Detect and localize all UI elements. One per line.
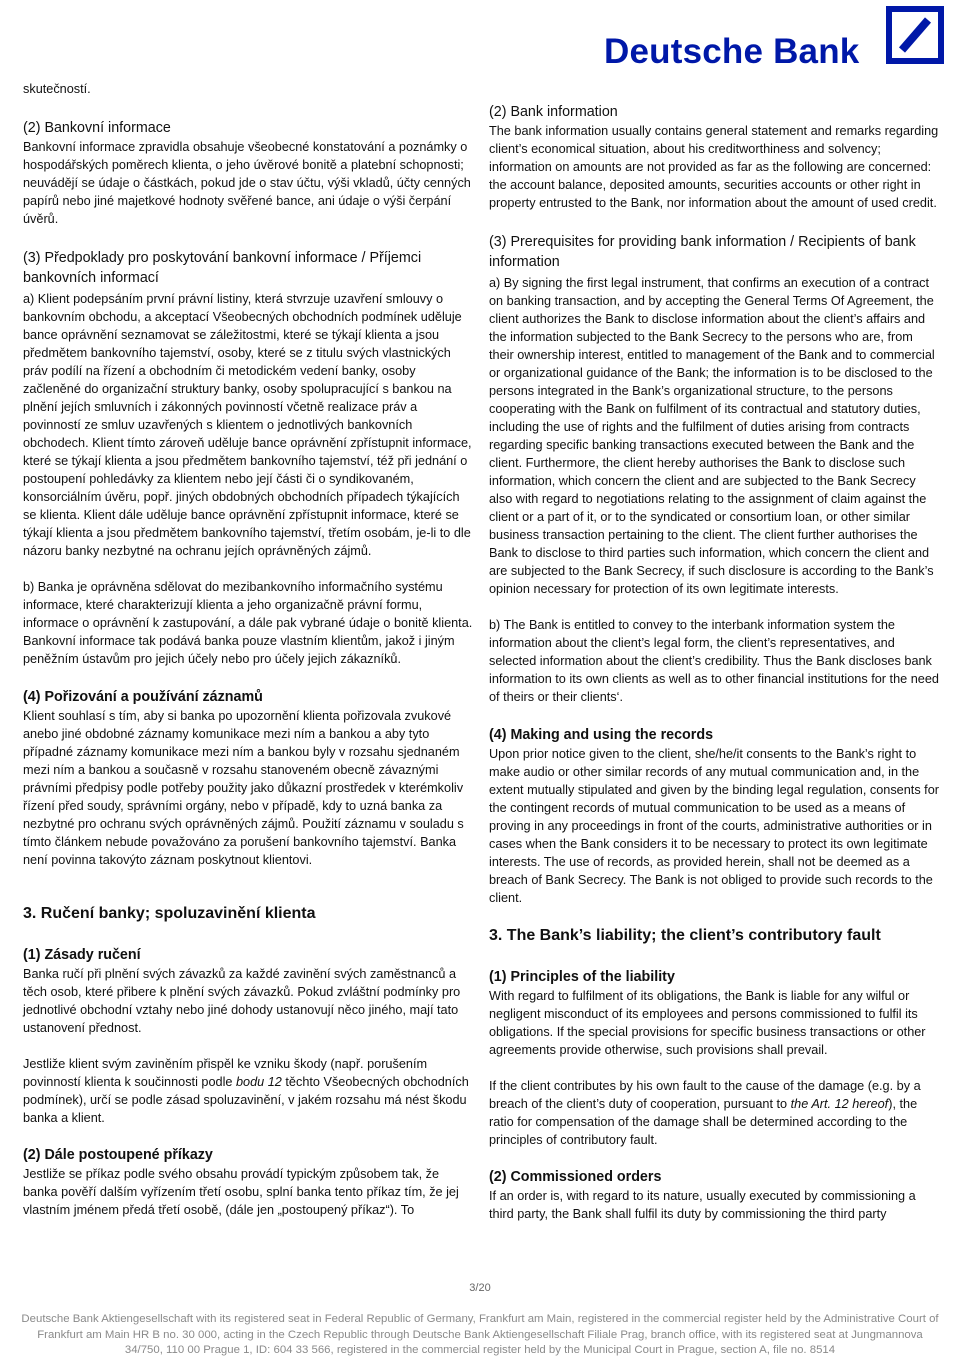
intro-text: skutečností. (23, 82, 91, 96)
commissioned-orders-heading-en: (2) Commissioned orders (489, 1169, 662, 1185)
prerequisites-a-cz: a) Klient podepsáním první právní listiny, která stvrzuje uzavření smlouvy o bankovním obchodu, a akceptací Všeobecných obchodních podmínek uděluje bance oprávnění seznamovat se záležitostmi, které se týkají klienta a jsou předmětem bankovního tajemství, osoby, které se z titulu svých vlastnických práv podílí na řízení a obchodním či metodickém vedení banky, osoby začleněné do organizační struktury banky, osoby spolupracující s bankou na plnění jejích smluvních i zákonných povinností včetně realizace práv a povinností ze smluv uzavřených s klientem o jednotlivých bankovních obchodech. Klient tímto zároveň uděluje bance oprávnění zpřístupnit informace, které se týkají klienta a jsou předmětem bankovního tajemství, též při jednání o postoupení pohledávky za klientem nebo její části či o syndikovaném, konsorciálním úvěru, popř. jiných obdobných obchodních případech týkajících se klienta. Klient dále uděluje bance oprávnění zpřístupnit informace, které se týkají klienta a jsou předmětem bankovního tajemství, třetím osobám, je-li to dle názoru banky nezbytné na ochranu jejích oprávněných zájmů. (23, 292, 472, 558)
liability-heading-cz: 3. Ručení banky; spoluzavinění klienta (23, 905, 316, 922)
czech-column (23, 80, 473, 1219)
bank-info-body-en: The bank information usually contains general statement and remarks regarding client’s economical situation, about his creditworthiness and solvency; information on amounts are not provided as far as the following are concerned: the account balance, deposited amounts, securities accounts or other right in property entrusted to the Bank, nor information about the amount of used credit. (489, 124, 939, 210)
records-body-cz: Klient souhlasí s tím, aby si banka po upozornění klienta pořizovala zvukové anebo jiné obdobné záznamy komunikace mezi ním a bankou a aby tyto případné záznamy komunikace mezi ním a bankou byly v rozsahu sjednaném mezi ním a bankou a současně v rozsahu stanoveném obecně závaznými právními předpisy podle potřeby použity jako důkazní prostředek v kterémkoliv řízení před soudy, správními orgány, nebo v případě, kdy to uzná banka za nezbytné pro ochranu svých oprávněných zájmů. Použití záznamu v souladu s tímto článkem nebude považováno za porušení bankovního tajemství. Banka není povinna takovýto záznam poskytnout klientovi. (23, 709, 464, 867)
logo-wordmark: Deutsche Bank (604, 32, 860, 71)
page-number: 3/20 (469, 1282, 491, 1294)
prerequisites-a-en: a) By signing the first legal instrument, that confirms an execution of a contract on banking transaction, and by accepting the General Terms Of Agreement, the client authorizes the Bank to disclose information about the client’s affairs and the information subjected to the Bank Secrecy to the persons who are, from their ownership interest, entitled to management of the Bank and to commercial or organizational guidance of the Bank; the information is to be disclosed to the persons integrated in the Bank’s organizational structure, to the persons cooperating with the Bank on fulfilment of its contractual and statutory duties, including the use of rights and the fulfilment of duties arising from contracts regarding specific banking transactions executed between the Bank and the client. Furthermore, the client hereby authorises the Bank to disclose such information, which concern the client and are subjected to the Bank Secrecy also with regard to negotiations relating to the assignment of claim against the client or a part of it, or to the syndicated or consortium loan, or other similar business transaction pertaining to the client. The client further authorises the Bank to disclose to third parties such information, which concern the client and are subjected to the Bank Secrecy, if such disclosure is according to the Bank’s opinion necessary for protection of its own legitimate interests. (489, 276, 935, 596)
liability-principles-body-en: With regard to fulfilment of its obligations, the Bank is liable for any wilful or negligent misconduct of its employees and persons commissioned to fulfil its obligations. If the special provisions for specific business transactions or other agreements provide otherwise, such provisions shall prevail. (489, 989, 926, 1057)
legal-footer: Deutsche Bank Aktiengesellschaft with its registered seat in Federal Republic of Germany, Frankfurt am Main, registered in the commercial register held by the Administrative Court of Frankfurt am Main HR B no. 30 000, acting in the Czech Republic through Deutsche Bank Aktiengesellschaft Filiale Prag, branch office, with its registered seat at Jungmannova 34/750, 110 00 Prague 1, ID: 604 33 566, registered in the commercial register held by the Municipal Court in Prague, section A, file no. 8514 (21, 1313, 939, 1356)
contributory-fault-body-en: If the client contributes by his own fault to the cause of the damage (e.g. by a breach of the client’s duty of cooperation, pursuant to the Art. 12 hereof), the ratio for compensation of the damage shall be determined according to the principles of contributory fault. (489, 1079, 921, 1147)
liability-principles-heading-en: (1) Principles of the liability (489, 969, 675, 985)
records-heading-en: (4) Making and using the records (489, 727, 714, 743)
prerequisites-heading-en: (3) Prerequisites for providing bank information / Recipients of bank information (489, 234, 916, 270)
logo-slash-icon (886, 6, 944, 64)
bank-info-heading-cz: (2) Bankovní informace (23, 120, 171, 136)
prerequisites-heading-cz: (3) Předpoklady pro poskytování bankovní informace / Příjemci bankovních informací (23, 250, 422, 286)
bank-info-body-cz: Bankovní informace zpravidla obsahuje všeobecné konstatování a poznámky o hospodářských poměrech klienta, o jeho úvěrové bonitě a platební schopnosti; neuvádějí se údaje o částkách, pokud jde o stav účtu, výši vkladů, účty cenných papírů nebo jiné majetkové hodnoty svěřené bance, ani údaje o výši čerpání úvěrů. (23, 140, 471, 226)
contributory-fault-body-cz: Jestliže klient svým zaviněním přispěl ke vzniku škody (např. porušením povinností klienta k součinnosti podle bodu 12 těchto Všeobecných obchodních podmínek), určí se podle zásad spoluzavinění, v jakém rozsahu má nést škodu banka a klient. (23, 1057, 469, 1125)
prerequisites-b-en: b) The Bank is entitled to convey to the interbank information system the information about the client’s legal form, the client’s representatives, and selected information about the client’s credibility. Thus the Bank discloses bank information to its own clients as well as to other financial institutions for the need of theirs or their clients‘. (489, 618, 939, 704)
commissioned-orders-heading-cz: (2) Dále postoupené příkazy (23, 1147, 213, 1163)
liability-principles-body-cz: Banka ručí při plnění svých závazků za každé zavinění svých zaměstnanců a těch osob, které přibere k plnění svých závazků. Pokud zvláštní podmínky pro jednotlivé obchodní vztahy nebo jiné dohody ustanovují něco jiného, mají tato ustanovení přednost. (23, 967, 461, 1035)
prerequisites-b-cz: b) Banka je oprávněna sdělovat do mezibankovního informačního systému informace, které charakterizují klienta a jeho organizačně právní formu, informace o oprávnění k zastupování, a dále pak vybrané údaje o bonitě klienta. Bankovní informace tak podává banka pouze vlastním klientům, jakož i jiným peněžním ústavům pro jejich účely nebo pro účely jejich zákazníků. (23, 580, 473, 666)
english-column (489, 102, 939, 1223)
commissioned-orders-body-cz: Jestliže se příkaz podle svého obsahu provádí typickým způsobem tak, že banka pověří dalším vyřízením třetí osobu, splní banka tento příkaz tím, že jej vlastním jménem předá třetí osobě, (dále jen „postoupený příkaz“). To (23, 1167, 459, 1217)
bank-info-heading-en: (2) Bank information (489, 104, 618, 120)
records-body-en: Upon prior notice given to the client, she/he/it consents to the Bank’s right to make audio or other similar records of any mutual communication and, in the extent mutually stipulated and given by the binding legal regulation, consents for the contingent records of mutual communication to be used as a means of proving in any proceedings in front of the courts, administrative authorities or in cases when the Bank considers it to be necessary to protect its own legitimate interests. The use of records, as provided herein, shall not be deemed as a breach of Bank Secrecy. The Bank is not obliged to provide such records to the client. (489, 747, 939, 905)
liability-heading-en: 3. The Bank’s liability; the client’s contributory fault (489, 927, 881, 944)
bank-logo (604, 6, 944, 71)
liability-principles-heading-cz: (1) Zásady ručení (23, 947, 141, 963)
commissioned-orders-body-en: If an order is, with regard to its nature, usually executed by commissioning a third party, the Bank shall fulfil its duty by commissioning the third party (489, 1189, 916, 1221)
records-heading-cz: (4) Pořizování a používání záznamů (23, 689, 263, 705)
